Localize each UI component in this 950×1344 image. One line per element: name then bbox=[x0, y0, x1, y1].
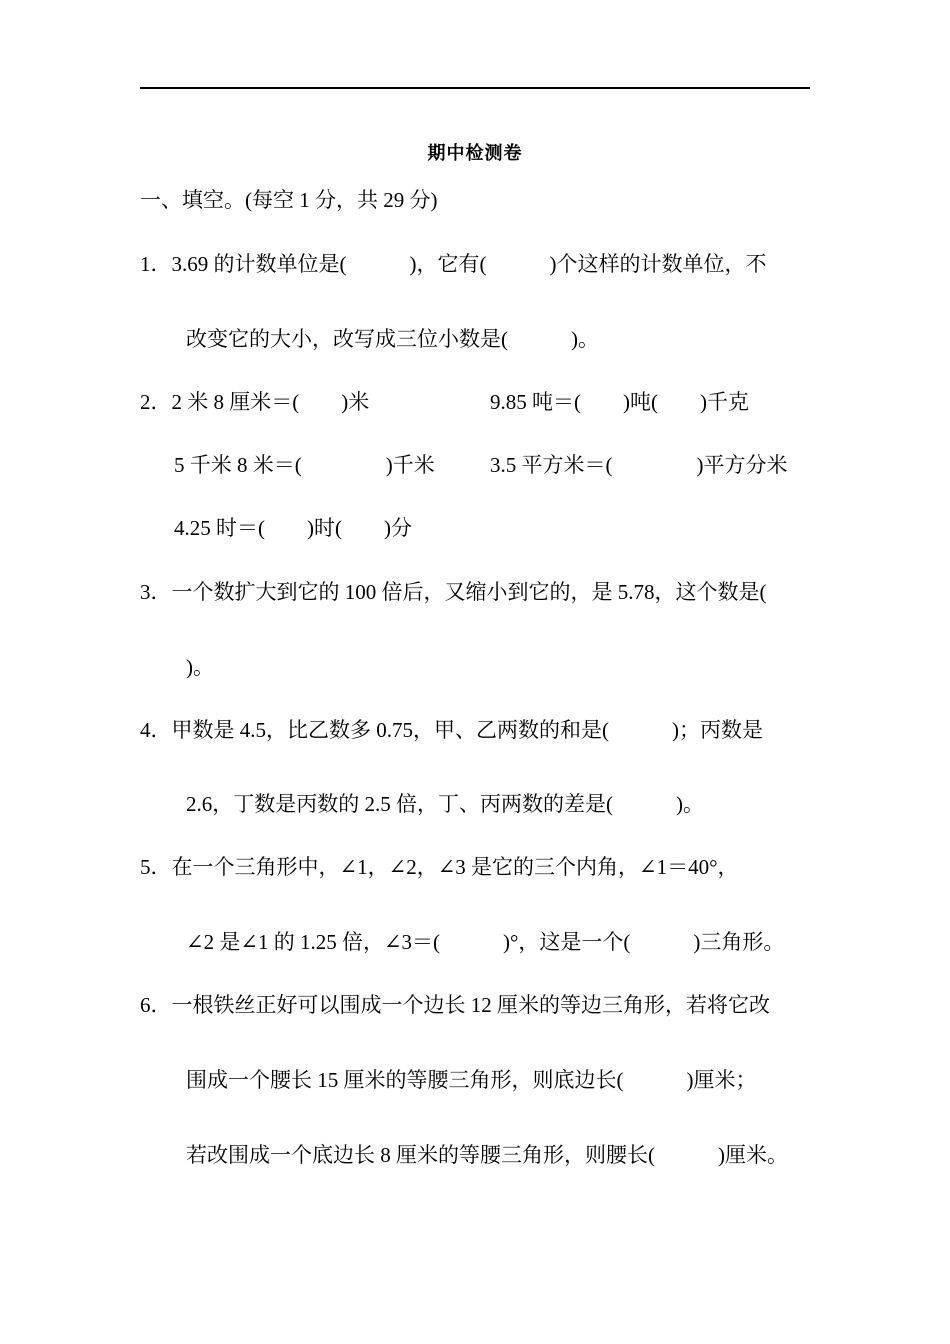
header-rule bbox=[140, 87, 810, 89]
question-6-line-3: 若改围成一个底边长 8 厘米的等腰三角形，则腰长( )厘米。 bbox=[186, 1143, 788, 1167]
question-2-item-c: 5 千米 8 米＝( )千米 bbox=[174, 453, 435, 477]
question-1-line-2: 改变它的大小，改写成三位小数是( )。 bbox=[186, 327, 599, 351]
question-4-line-2: 2.6，丁数是丙数的 2.5 倍，丁、丙两数的差是( )。 bbox=[186, 792, 704, 816]
question-5-line-1: 5．在一个三角形中，∠1，∠2，∠3 是它的三个内角，∠1＝40°， bbox=[140, 855, 739, 879]
question-6-line-2: 围成一个腰长 15 厘米的等腰三角形，则底边长( )厘米； bbox=[186, 1068, 757, 1092]
question-5-line-2: ∠2 是∠1 的 1.25 倍，∠3＝( )°，这是一个( )三角形。 bbox=[186, 930, 785, 954]
question-1-line-1: 1．3.69 的计数单位是( )，它有( )个这样的计数单位，不 bbox=[140, 252, 767, 276]
question-6-line-1: 6．一根铁丝正好可以围成一个边长 12 厘米的等边三角形，若将它改 bbox=[140, 993, 770, 1017]
question-2-item-d: 3.5 平方米＝( )平方分米 bbox=[490, 453, 788, 477]
question-2-item-e: 4.25 时＝( )时( )分 bbox=[174, 516, 412, 540]
question-4-line-1: 4．甲数是 4.5，比乙数多 0.75，甲、乙两数的和是( )；丙数是 bbox=[140, 718, 763, 742]
question-3-line-2: )。 bbox=[186, 655, 214, 679]
page-title: 期中检测卷 bbox=[427, 143, 523, 163]
question-2-item-a: 2．2 米 8 厘米＝( )米 bbox=[140, 390, 370, 414]
question-2-item-b: 9.85 吨＝( )吨( )千克 bbox=[490, 390, 749, 414]
section-heading: 一、填空。(每空 1 分，共 29 分) bbox=[140, 188, 438, 212]
question-3-line-1: 3．一个数扩大到它的 100 倍后，又缩小到它的，是 5.78，这个数是( bbox=[140, 580, 767, 604]
